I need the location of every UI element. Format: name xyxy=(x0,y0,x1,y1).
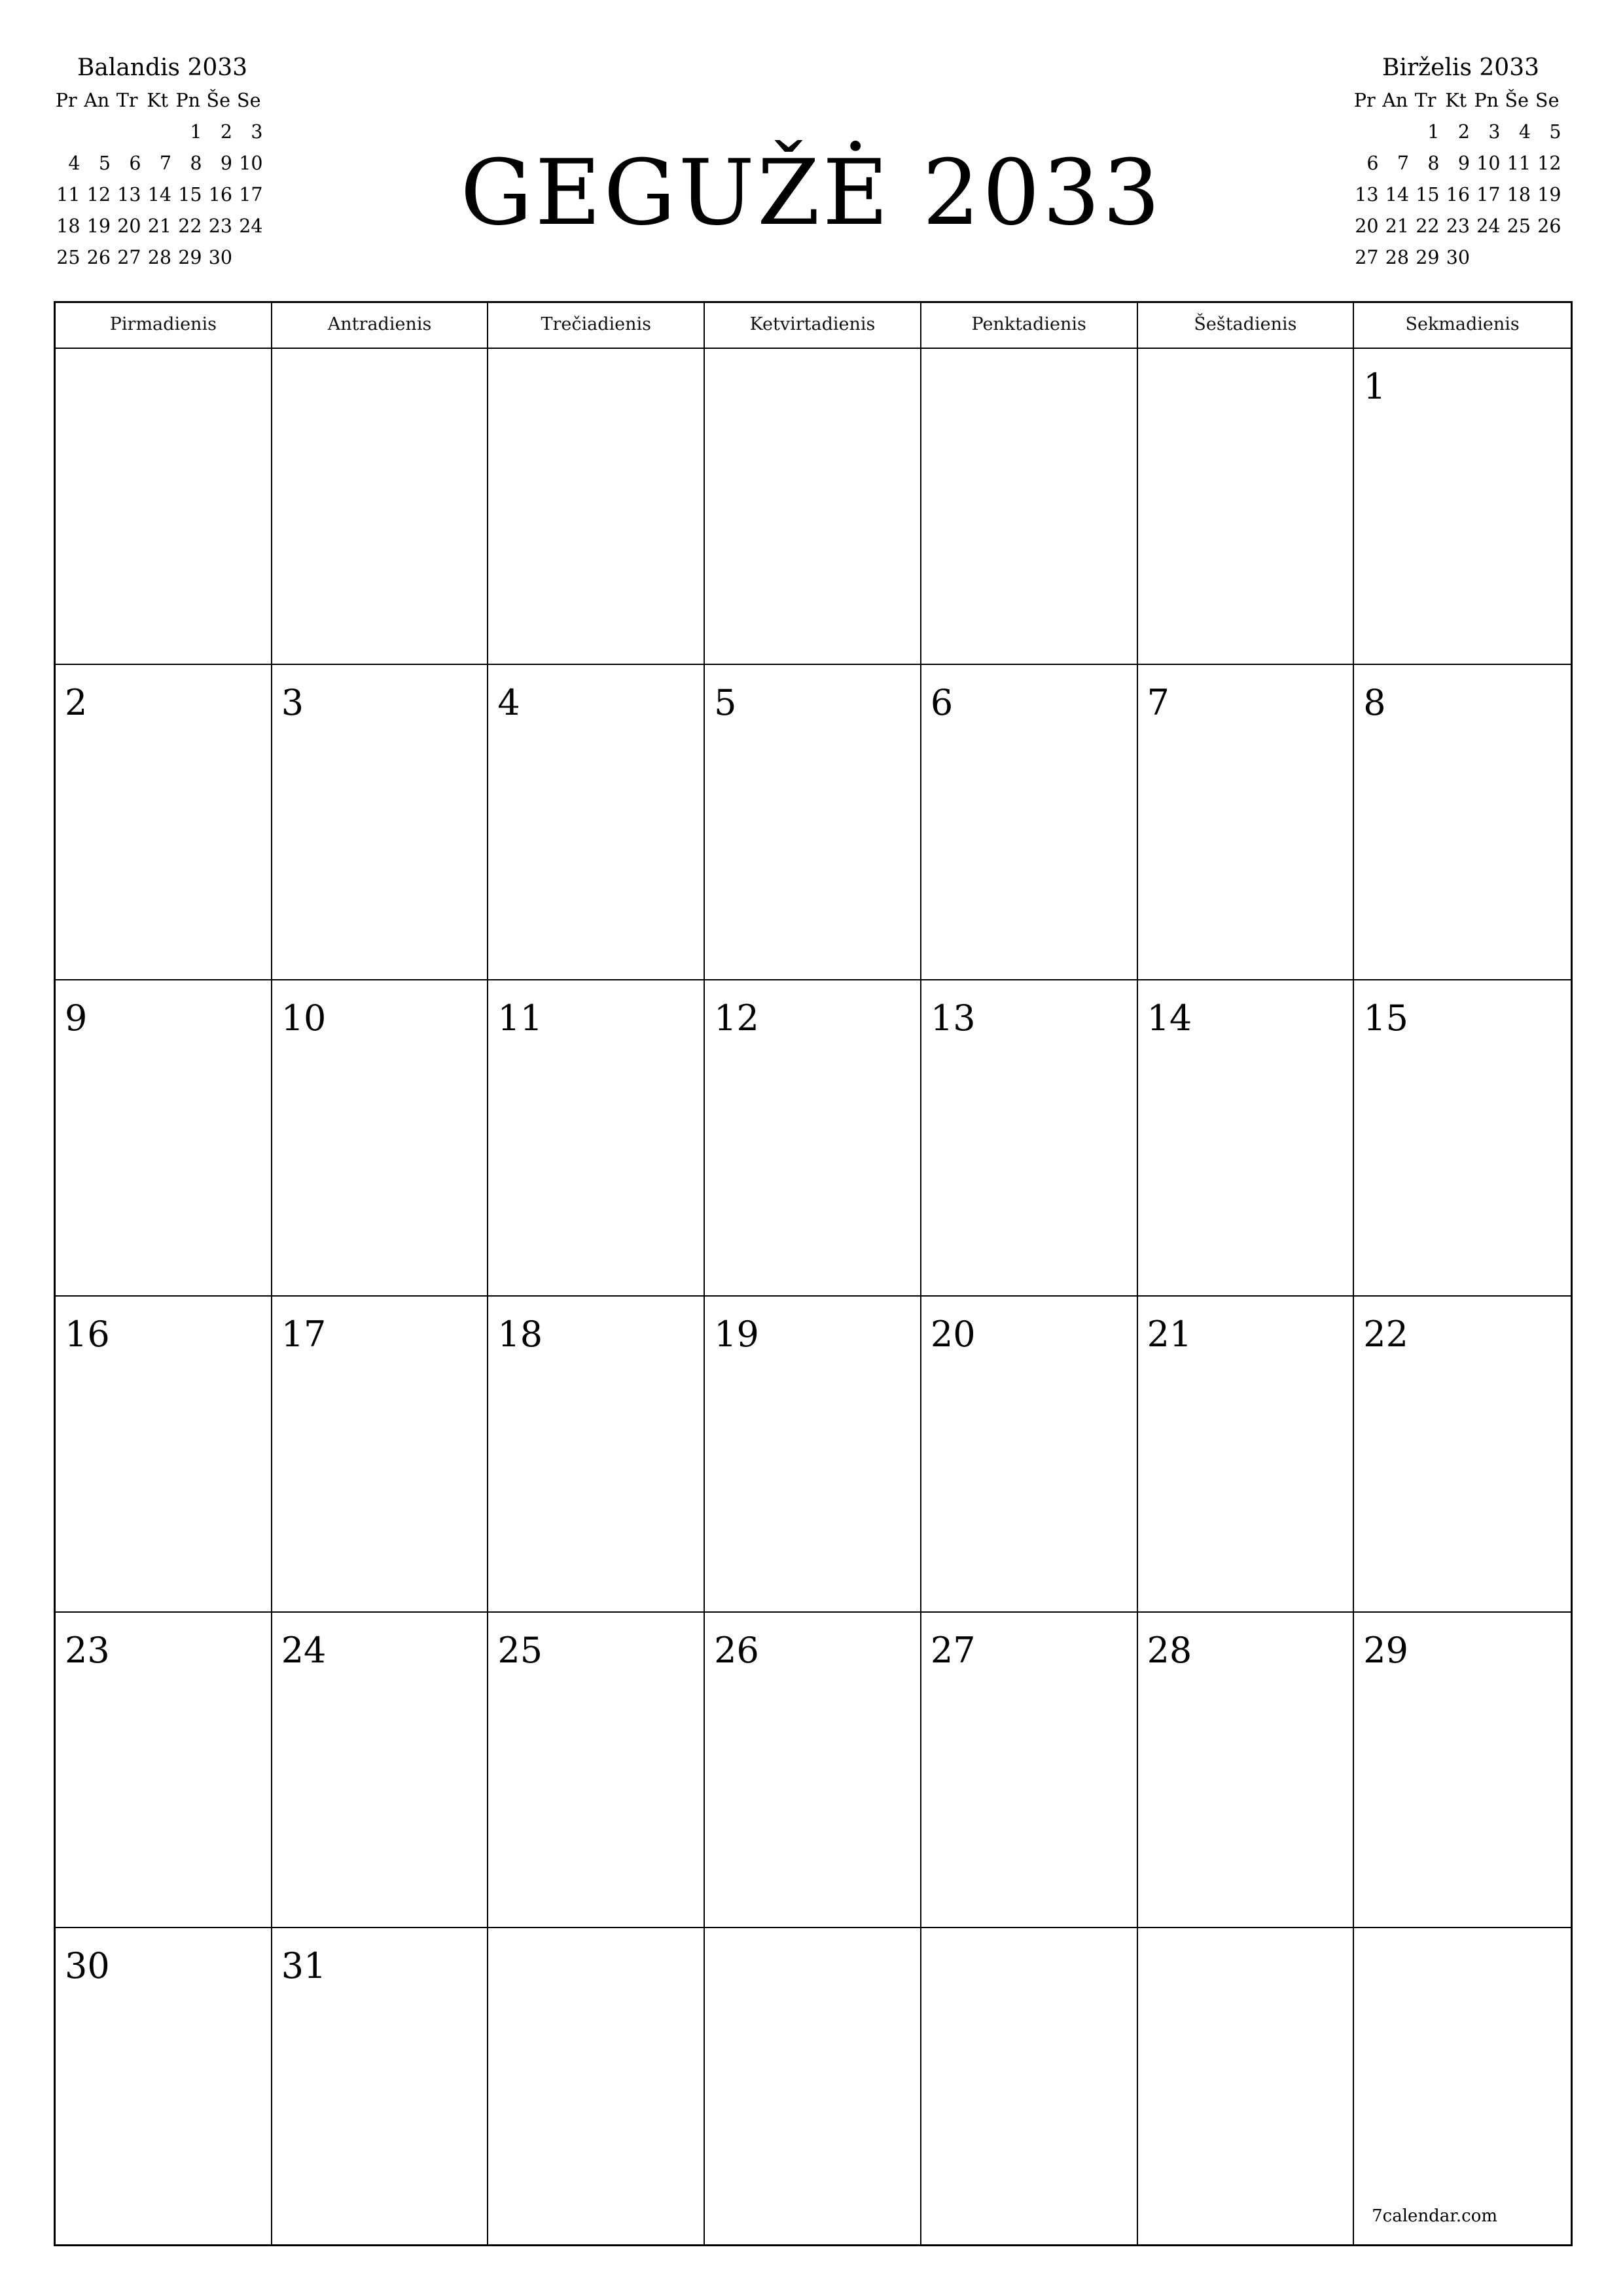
mini-day-number: 27 xyxy=(1355,247,1379,268)
mini-day-number: 30 xyxy=(208,247,232,268)
day-cell xyxy=(705,1297,921,1613)
day-cell xyxy=(56,349,272,665)
mini-day-number: 25 xyxy=(1507,215,1531,237)
mini-weekday-header: Še xyxy=(1505,90,1529,111)
day-number: 31 xyxy=(281,1945,327,1987)
mini-day-number: 16 xyxy=(208,184,232,206)
day-cell xyxy=(272,980,489,1297)
mini-day-number: 23 xyxy=(1446,215,1470,237)
weekday-header: Šeštadienis xyxy=(1138,303,1355,349)
day-cell xyxy=(488,1613,705,1929)
day-number: 9 xyxy=(65,997,88,1039)
day-cell xyxy=(705,1928,921,2244)
day-number: 3 xyxy=(281,681,304,723)
day-cell xyxy=(1138,1297,1355,1613)
day-number: 15 xyxy=(1363,997,1408,1039)
mini-day-number: 19 xyxy=(86,215,111,237)
day-number: 28 xyxy=(1147,1629,1192,1671)
mini-day-number: 1 xyxy=(190,121,202,143)
mini-day-number: 3 xyxy=(1488,121,1501,143)
mini-day-number: 26 xyxy=(1537,215,1561,237)
mini-day-number xyxy=(1471,242,1502,274)
mini-day-number xyxy=(82,117,113,148)
weekday-header: Antradienis xyxy=(272,303,489,349)
day-cell xyxy=(1138,349,1355,665)
day-cell xyxy=(1354,1297,1571,1613)
mini-day-number: 16 xyxy=(1446,184,1470,206)
day-number: 4 xyxy=(497,681,520,723)
mini-calendar-grid xyxy=(51,85,274,274)
mini-day-number: 27 xyxy=(117,247,141,268)
day-number: 21 xyxy=(1147,1313,1192,1355)
day-number: 10 xyxy=(281,997,327,1039)
site-credit: 7calendar.com xyxy=(1372,2206,1497,2226)
day-cell xyxy=(1138,1613,1355,1929)
mini-day-number xyxy=(1502,242,1533,274)
day-number: 11 xyxy=(497,997,543,1039)
day-cell xyxy=(272,665,489,981)
day-cell xyxy=(1138,1928,1355,2244)
mini-weekday-header: Kt xyxy=(1445,90,1467,111)
month-title: GEGUŽĖ 2033 xyxy=(460,140,1163,245)
mini-day-number: 7 xyxy=(159,152,171,174)
mini-weekday-header: Tr xyxy=(1414,90,1436,111)
mini-calendar-previous-month xyxy=(51,52,274,274)
weekday-header: Penktadienis xyxy=(921,303,1138,349)
mini-day-number: 6 xyxy=(1366,152,1379,174)
day-number: 30 xyxy=(65,1945,110,1987)
mini-day-number: 10 xyxy=(1476,152,1501,174)
mini-calendar-grid xyxy=(1349,85,1572,274)
day-cell xyxy=(488,349,705,665)
day-cell xyxy=(272,1297,489,1613)
day-number: 22 xyxy=(1363,1313,1408,1355)
weekday-header: Sekmadienis xyxy=(1354,303,1571,349)
mini-day-number: 3 xyxy=(251,121,263,143)
mini-day-number: 7 xyxy=(1397,152,1409,174)
day-number: 20 xyxy=(930,1313,976,1355)
mini-day-number xyxy=(51,117,82,148)
mini-day-number: 21 xyxy=(1385,215,1409,237)
day-cell xyxy=(488,665,705,981)
mini-weekday-header: Pn xyxy=(1474,90,1499,111)
day-cell xyxy=(1354,980,1571,1297)
mini-day-number: 4 xyxy=(1518,121,1531,143)
mini-weekday-header: Še xyxy=(206,90,230,111)
mini-day-number xyxy=(1532,242,1563,274)
mini-weekday-header: Pr xyxy=(55,90,77,111)
mini-weekday-header: An xyxy=(1382,90,1408,111)
mini-day-number: 18 xyxy=(56,215,80,237)
day-cell xyxy=(1354,665,1571,981)
mini-day-number: 17 xyxy=(1476,184,1501,206)
day-number: 6 xyxy=(930,681,954,723)
day-number: 17 xyxy=(281,1313,327,1355)
day-number: 23 xyxy=(65,1629,110,1671)
day-cell xyxy=(1138,665,1355,981)
mini-day-number: 18 xyxy=(1507,184,1531,206)
day-cell xyxy=(705,980,921,1297)
day-cell xyxy=(56,1297,272,1613)
day-number: 2 xyxy=(65,681,88,723)
mini-weekday-header: Kt xyxy=(147,90,169,111)
mini-day-number: 30 xyxy=(1446,247,1470,268)
mini-day-number: 12 xyxy=(86,184,111,206)
day-number: 12 xyxy=(714,997,759,1039)
day-cell xyxy=(272,1613,489,1929)
mini-day-number xyxy=(143,117,173,148)
day-cell xyxy=(921,1613,1138,1929)
day-cell xyxy=(705,665,921,981)
day-number: 29 xyxy=(1363,1629,1408,1671)
day-cell xyxy=(488,1297,705,1613)
mini-day-number: 25 xyxy=(56,247,80,268)
day-cell xyxy=(1354,1928,1571,2244)
mini-day-number: 9 xyxy=(220,152,232,174)
day-cell xyxy=(921,349,1138,665)
day-cell xyxy=(56,1613,272,1929)
mini-day-number: 23 xyxy=(208,215,232,237)
day-cell xyxy=(1354,349,1571,665)
day-number: 26 xyxy=(714,1629,759,1671)
mini-day-number: 19 xyxy=(1537,184,1561,206)
day-number: 8 xyxy=(1363,681,1386,723)
mini-day-number: 22 xyxy=(1416,215,1440,237)
day-number: 7 xyxy=(1147,681,1169,723)
mini-day-number: 13 xyxy=(1355,184,1379,206)
mini-day-number: 15 xyxy=(1416,184,1440,206)
day-number: 18 xyxy=(497,1313,543,1355)
mini-day-number: 14 xyxy=(1385,184,1409,206)
day-number: 1 xyxy=(1363,366,1386,407)
mini-weekday-header: Se xyxy=(1535,90,1560,111)
mini-day-number: 9 xyxy=(1457,152,1470,174)
mini-weekday-header: Tr xyxy=(116,90,138,111)
mini-day-number: 1 xyxy=(1427,121,1440,143)
mini-day-number: 8 xyxy=(1427,152,1440,174)
mini-day-number: 5 xyxy=(1549,121,1561,143)
day-cell xyxy=(56,1928,272,2244)
mini-day-number: 5 xyxy=(98,152,111,174)
mini-day-number: 29 xyxy=(1416,247,1440,268)
mini-day-number: 14 xyxy=(147,184,171,206)
mini-day-number: 11 xyxy=(56,184,80,206)
day-number: 16 xyxy=(65,1313,110,1355)
mini-day-number xyxy=(1349,117,1380,148)
mini-day-number xyxy=(234,242,264,274)
mini-day-number: 15 xyxy=(178,184,202,206)
day-number: 14 xyxy=(1147,997,1192,1039)
day-number: 5 xyxy=(714,681,737,723)
day-number: 25 xyxy=(497,1629,543,1671)
mini-day-number: 13 xyxy=(117,184,141,206)
day-cell xyxy=(921,1928,1138,2244)
mini-day-number: 8 xyxy=(190,152,202,174)
day-cell xyxy=(921,665,1138,981)
day-cell xyxy=(1354,1613,1571,1929)
mini-weekday-header: Pn xyxy=(175,90,201,111)
day-cell xyxy=(56,665,272,981)
day-cell xyxy=(56,980,272,1297)
mini-day-number: 6 xyxy=(129,152,141,174)
day-cell xyxy=(705,349,921,665)
mini-calendar-next-month xyxy=(1349,52,1572,274)
mini-calendar-title: Birželis 2033 xyxy=(1382,54,1539,81)
mini-weekday-header: Se xyxy=(237,90,261,111)
weekday-header: Ketvirtadienis xyxy=(705,303,921,349)
mini-day-number: 2 xyxy=(1457,121,1470,143)
day-cell xyxy=(272,1928,489,2244)
mini-day-number: 28 xyxy=(1385,247,1409,268)
mini-day-number: 24 xyxy=(239,215,263,237)
mini-calendar-title: Balandis 2033 xyxy=(77,54,248,81)
weekday-header: Trečiadienis xyxy=(488,303,705,349)
mini-day-number: 28 xyxy=(147,247,171,268)
day-number: 27 xyxy=(930,1629,976,1671)
day-number: 19 xyxy=(714,1313,759,1355)
mini-day-number: 4 xyxy=(68,152,80,174)
weekday-header: Pirmadienis xyxy=(56,303,272,349)
day-cell xyxy=(272,349,489,665)
mini-day-number: 29 xyxy=(178,247,202,268)
mini-weekday-header: Pr xyxy=(1353,90,1376,111)
mini-day-number: 26 xyxy=(86,247,111,268)
mini-day-number: 20 xyxy=(117,215,141,237)
day-cell xyxy=(705,1613,921,1929)
mini-day-number: 17 xyxy=(239,184,263,206)
mini-day-number: 22 xyxy=(178,215,202,237)
day-cell xyxy=(921,1297,1138,1613)
day-number: 13 xyxy=(930,997,976,1039)
day-cell xyxy=(921,980,1138,1297)
day-number: 24 xyxy=(281,1629,327,1671)
mini-day-number: 10 xyxy=(239,152,263,174)
mini-day-number xyxy=(1380,117,1411,148)
mini-day-number: 20 xyxy=(1355,215,1379,237)
mini-day-number: 24 xyxy=(1476,215,1501,237)
day-cell xyxy=(488,980,705,1297)
day-cell xyxy=(1138,980,1355,1297)
mini-day-number xyxy=(112,117,143,148)
mini-day-number: 21 xyxy=(147,215,171,237)
day-cell xyxy=(488,1928,705,2244)
mini-day-number: 2 xyxy=(220,121,232,143)
mini-weekday-header: An xyxy=(84,90,110,111)
month-grid xyxy=(54,301,1573,2246)
mini-day-number: 12 xyxy=(1537,152,1561,174)
mini-day-number: 11 xyxy=(1507,152,1531,174)
